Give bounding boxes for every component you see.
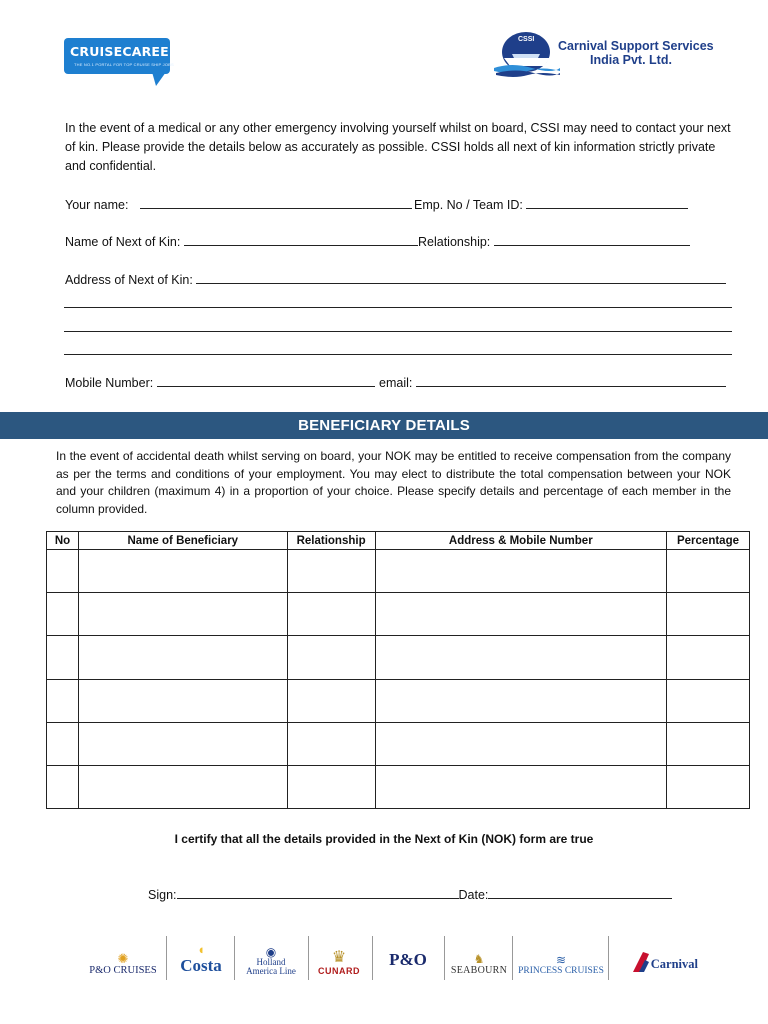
table-cell[interactable]	[375, 550, 666, 593]
mobile-field[interactable]	[65, 374, 375, 390]
table-cell[interactable]	[47, 679, 79, 722]
table-cell[interactable]	[78, 722, 287, 765]
table-cell[interactable]	[78, 593, 287, 636]
brand-logo-strip	[84, 934, 708, 984]
table-row	[47, 679, 750, 722]
beneficiary-table	[46, 531, 750, 809]
intro-paragraph: In the event of a medical or any other emergency involving yourself whilst on board, CSSI may need to contact your next of kin. Please provide the details below as accurately as possible. CSSI holds all next of kin information strictly private and confidential.	[65, 121, 731, 173]
cruisecareers-logo-name: CRUISECAREERS.IN	[70, 44, 209, 59]
mobile-line[interactable]	[157, 374, 375, 387]
address-label: Address of Next of Kin:	[65, 273, 193, 287]
address-field[interactable]	[65, 271, 726, 287]
table-cell[interactable]	[78, 550, 287, 593]
nok-name-field[interactable]	[65, 233, 418, 249]
table-cell[interactable]	[47, 765, 79, 808]
col-header-name: Name of Beneficiary	[78, 532, 287, 550]
emp-no-line[interactable]	[526, 196, 688, 209]
beneficiary-paragraph: In the event of accidental death whilst serving on board, your NOK may be entitled to receive compensation from the company as per the terms and conditions of your employment. You may elect to distribute the total compensation between your NOK and your children (maximum 4) in a proportion of your choice. Please specify details and percentage of each member in the column provided.	[56, 449, 731, 516]
table-cell[interactable]	[78, 679, 287, 722]
table-row	[47, 593, 750, 636]
carnival-text: Carnival	[650, 957, 698, 971]
mobile-label: Mobile Number:	[65, 376, 154, 390]
table-cell[interactable]	[287, 593, 375, 636]
col-header-address: Address & Mobile Number	[375, 532, 666, 550]
table-cell[interactable]	[375, 636, 666, 679]
table-cell[interactable]	[667, 636, 750, 679]
holland-america-icon: ◉	[265, 945, 277, 959]
sun-icon: ✺	[117, 951, 129, 966]
po-text: P&O	[389, 950, 427, 969]
table-cell[interactable]	[47, 550, 79, 593]
emp-no-label: Emp. No / Team ID:	[414, 198, 523, 212]
table-cell[interactable]	[375, 765, 666, 808]
cruisecareers-logo	[64, 38, 209, 90]
holland-america-text: Holland America Line	[246, 957, 296, 976]
po-cruises-text: P&O CRUISES	[89, 965, 157, 976]
table-cell[interactable]	[375, 593, 666, 636]
table-cell[interactable]	[667, 550, 750, 593]
table-cell[interactable]	[78, 636, 287, 679]
seabourn-text: SEABOURN	[450, 965, 508, 976]
table-cell[interactable]	[375, 722, 666, 765]
table-cell[interactable]	[47, 722, 79, 765]
table-cell[interactable]	[47, 593, 79, 636]
your-name-label: Your name:	[65, 198, 129, 212]
table-cell[interactable]	[287, 679, 375, 722]
cssi-logo	[492, 28, 712, 78]
your-name-field[interactable]	[65, 196, 412, 212]
table-cell[interactable]	[375, 679, 666, 722]
relationship-line[interactable]	[494, 233, 690, 246]
cunard-crest-icon: ♛	[331, 949, 347, 966]
carnival-funnel-icon	[631, 950, 651, 972]
table-cell[interactable]	[287, 765, 375, 808]
cssi-logo-line1: Carnival Support Services	[558, 39, 714, 53]
table-cell[interactable]	[667, 722, 750, 765]
princess-logo	[516, 934, 606, 984]
table-cell[interactable]	[47, 636, 79, 679]
email-line[interactable]	[416, 374, 726, 387]
po-cruises-logo	[84, 934, 162, 984]
cssi-ship-icon	[492, 28, 562, 78]
col-header-percentage: Percentage	[667, 532, 750, 550]
table-row	[47, 550, 750, 593]
table-row	[47, 722, 750, 765]
costa-c-icon: ◖	[197, 942, 205, 957]
table-cell[interactable]	[667, 765, 750, 808]
cunard-text: CUNARD	[318, 966, 360, 976]
table-cell[interactable]	[287, 636, 375, 679]
address-extra-line-3[interactable]	[64, 354, 732, 355]
table-cell[interactable]	[667, 679, 750, 722]
table-cell[interactable]	[667, 593, 750, 636]
nok-name-line[interactable]	[184, 233, 418, 246]
relationship-label: Relationship:	[418, 235, 491, 249]
table-cell[interactable]	[287, 722, 375, 765]
date-label: Date:	[458, 888, 489, 902]
sign-date-row	[148, 886, 672, 902]
cssi-badge: CSSI	[518, 36, 535, 43]
col-header-relationship: Relationship	[287, 532, 375, 550]
sign-label: Sign:	[148, 888, 177, 902]
seabourn-seahorse-icon: ♞	[473, 952, 485, 966]
section-header-bar	[0, 412, 768, 439]
address-extra-line-2[interactable]	[64, 331, 732, 332]
table-cell[interactable]	[287, 550, 375, 593]
table-cell[interactable]	[78, 765, 287, 808]
section-title: BENEFICIARY DETAILS	[298, 417, 470, 434]
seabourn-logo	[446, 934, 512, 984]
cunard-logo	[312, 934, 366, 984]
table-row	[47, 765, 750, 808]
table-header-row	[47, 532, 750, 550]
holland-america-logo	[238, 934, 304, 984]
princess-text: PRINCESS CRUISES	[518, 966, 604, 976]
sign-line[interactable]	[177, 886, 459, 899]
cssi-logo-line2: India Pvt. Ltd.	[590, 53, 672, 67]
col-header-no: No	[47, 532, 79, 550]
costa-logo	[172, 934, 230, 984]
princess-wave-icon: ≋	[555, 953, 567, 967]
email-field[interactable]	[379, 374, 726, 390]
certification-statement: I certify that all the details provided in the Next of Kin (NOK) form are true	[174, 832, 594, 846]
nok-name-label: Name of Next of Kin:	[65, 235, 181, 249]
email-label: email:	[379, 376, 413, 390]
emp-no-field[interactable]	[414, 196, 688, 212]
date-line[interactable]	[488, 886, 672, 899]
address-extra-line-1[interactable]	[64, 307, 732, 308]
your-name-line[interactable]	[140, 196, 412, 209]
table-row	[47, 636, 750, 679]
costa-text: Costa	[180, 956, 222, 975]
carnival-logo	[614, 934, 698, 984]
address-line[interactable]	[196, 271, 726, 284]
cruisecareers-logo-tagline: THE NO.1 PORTAL FOR TOP CRUISE SHIP JOBS	[74, 62, 174, 67]
relationship-field[interactable]	[418, 233, 690, 249]
po-logo	[378, 934, 438, 984]
